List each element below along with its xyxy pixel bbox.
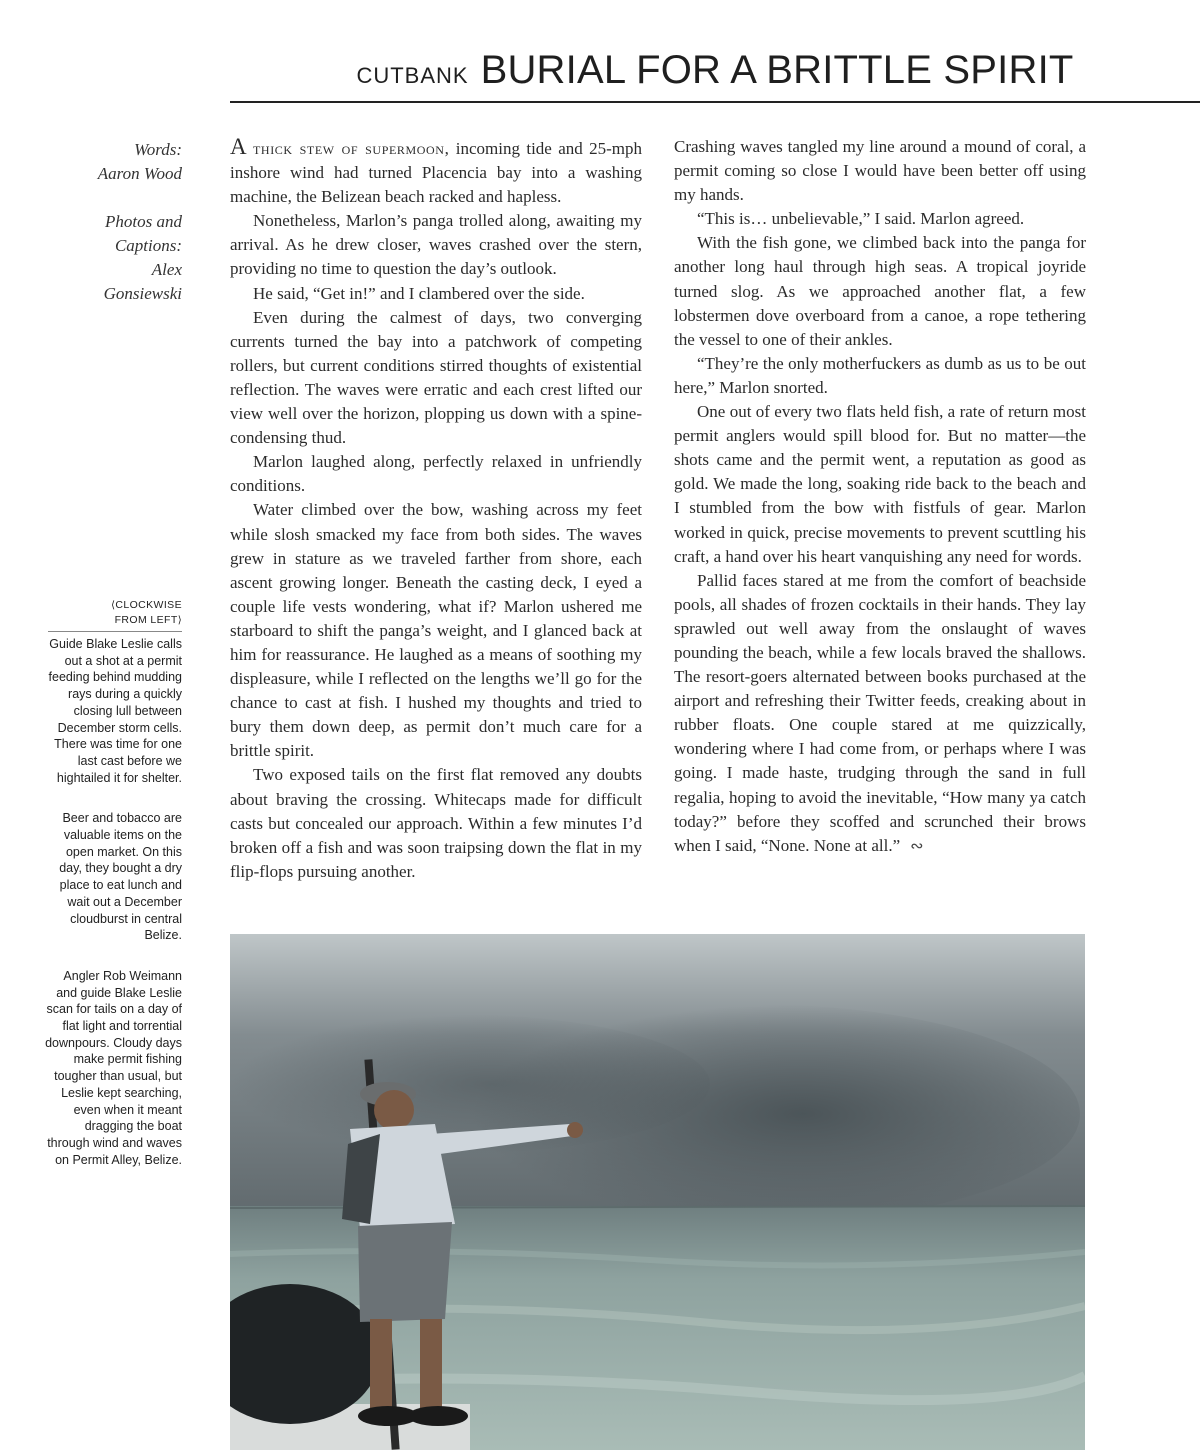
paragraph-12: One out of every two flats held fish, a rate of return most permit anglers would spill blood for. But no matter—the shots came and the permit went, a reputation as good as gold. We made the long, soaking ride back to the beach and I stumbled from the bow with fistfuls of gear. Marlon worked in quick, precise movements to prevent scuttling his craft, a hand over his heart vanquishing any need for words. <box>674 402 1086 566</box>
paragraph-4: Even during the calmest of days, two converging currents turned the bay into a patchwork of competing rollers, but current conditions stirred thoughts of existential reflection. The waves were erratic and each crest lifted our view well over the horizon, plopping us down with a spine-condensing thud. <box>230 307 642 448</box>
captions-label <box>48 598 182 632</box>
paragraph-1-text: incoming tide and 25-mph inshore wind had turned Placencia bay into a washing machine, the Belizean beach racked and hapless. <box>230 139 643 207</box>
lead-smallcaps: thick stew of supermoon, <box>253 139 450 158</box>
caption-3: Angler Rob Weimann and guide Blake Leslie scan for tails on a day of flat light and torrential downpours. Cloudy days make permit fishing tougher than usual, but Leslie kept searching, even when it meant dragging the boat through wind and waves on Permit Alley, Belize. <box>45 968 182 1167</box>
paragraph-2: Nonetheless, Marlon’s panga trolled along, awaiting my arrival. As he drew closer, waves crashed over the stern, providing no time to question the day’s outlook. <box>230 211 642 279</box>
credits <box>40 138 182 330</box>
page-title: BURIAL FOR A BRITTLE SPIRIT <box>480 48 1074 92</box>
words-author: Aaron Wood <box>97 164 182 183</box>
caption-1: Guide Blake Leslie calls out a shot at a permit feeding behind mudding rays during a quickly closing lull between December storm cells. There was time for one last cast before we hightailed it for shelter. <box>48 637 182 785</box>
photos-author-1: Alex <box>151 260 182 279</box>
words-credit <box>40 138 182 186</box>
photos-label-2: Captions: <box>114 236 182 255</box>
captions-label-line2: FROM LEFT <box>114 614 178 626</box>
paragraph-9: “This is… unbelievable,” I said. Marlon agreed. <box>697 209 1025 229</box>
paragraph-6: Water climbed over the bow, washing across my feet while slosh smacked my face from both sides. The waves grew in stature as we traveled farther from shore, each ascent growing longer. Beneath the casting deck, I eyed a couple life vests wondering, what if? Marlon ushered me starboard to shift the panga’s weight, and I glanced back at him for reassurance. He laughed as a means of soothing my displeasure, while I reflected on the lengths we’ll go for the chance to cast at fish. I hushed my thoughts and tried to bury them down deep, as permit don’t much care for a brittle spirit. <box>230 500 642 761</box>
end-mark-icon: ∾ <box>910 837 924 855</box>
leg-left <box>370 1319 392 1409</box>
caption-2: Beer and tobacco are valuable items on the open market. On this day, they bought a dry place to eat lunch and wait out a December cloudburst in central Belize. <box>59 811 182 943</box>
paragraph-5: Marlon laughed along, perfectly relaxed in unfriendly conditions. <box>230 452 642 496</box>
photos-credit <box>40 210 182 306</box>
leg-right <box>420 1319 442 1409</box>
header-rule <box>230 101 1200 103</box>
photos-label-1: Photos and <box>105 212 182 231</box>
photo-captions <box>40 598 182 1192</box>
captions-label-line1: CLOCKWISE <box>115 599 182 611</box>
hand <box>567 1122 583 1138</box>
paragraph-8: Crashing waves tangled my line around a mound of coral, a permit coming so close I would have been better off using my hands. <box>674 137 1086 205</box>
photo-illustration <box>230 934 1085 1450</box>
page-header <box>230 48 1200 93</box>
paragraph-13 <box>674 569 1086 859</box>
section-label: CUTBANK <box>356 63 469 88</box>
paragraph-1 <box>230 135 642 209</box>
head <box>374 1090 414 1130</box>
article-photo <box>230 934 1085 1450</box>
paragraph-3: He said, “Get in!” and I clambered over the side. <box>253 283 585 303</box>
lead-initial: A <box>230 134 247 159</box>
paragraph-10: With the fish gone, we climbed back into the panga for another long haul through high seas. A tropical joyride turned slog. As we approached another flat, a few lobstermen dove overboard from a canoe, a rope tethering the vessel to one of their ankles. <box>674 233 1086 349</box>
paragraph-13-text: Pallid faces stared at me from the comfort of beachside pools, all shades of frozen cocktails in their hands. They lay sprawled out well away from the onslaught of waves pounding the beach, while a few locals braved the shallows. The resort-goers alternated between books purchased at the airport and refreshing their Twitter feeds, creaking about in rubber floats. One couple stared at me quizzically, wondering where I had come from, or perhaps where I was going. I made haste, trudging through the sand in full regalia, hoping to avoid the inevitable, “How many ya catch today?” before they scoffed and scrunched their brows when I said, “None. None at all.” <box>674 570 1086 855</box>
sandal-right <box>408 1406 468 1426</box>
arrow-left-icon: ⟨ <box>111 600 116 611</box>
paragraph-7: Two exposed tails on the first flat removed any doubts about braving the crossing. Whitecaps made for difficult casts but concealed our approach. Within a few minutes I’d broken off a fish and was soon traipsing down the flat in my flip-flops pursuing another. <box>230 765 642 881</box>
article-column-2 <box>674 135 1086 859</box>
paragraph-11: “They’re the only motherfuckers as dumb as us to be out here,” Marlon snorted. <box>674 353 1086 397</box>
shorts <box>358 1222 452 1322</box>
photos-author-2: Gonsiewski <box>103 284 182 303</box>
article-column-1 <box>230 135 642 884</box>
arrow-right-icon: ⟩ <box>177 615 182 626</box>
words-label: Words: <box>134 140 182 159</box>
